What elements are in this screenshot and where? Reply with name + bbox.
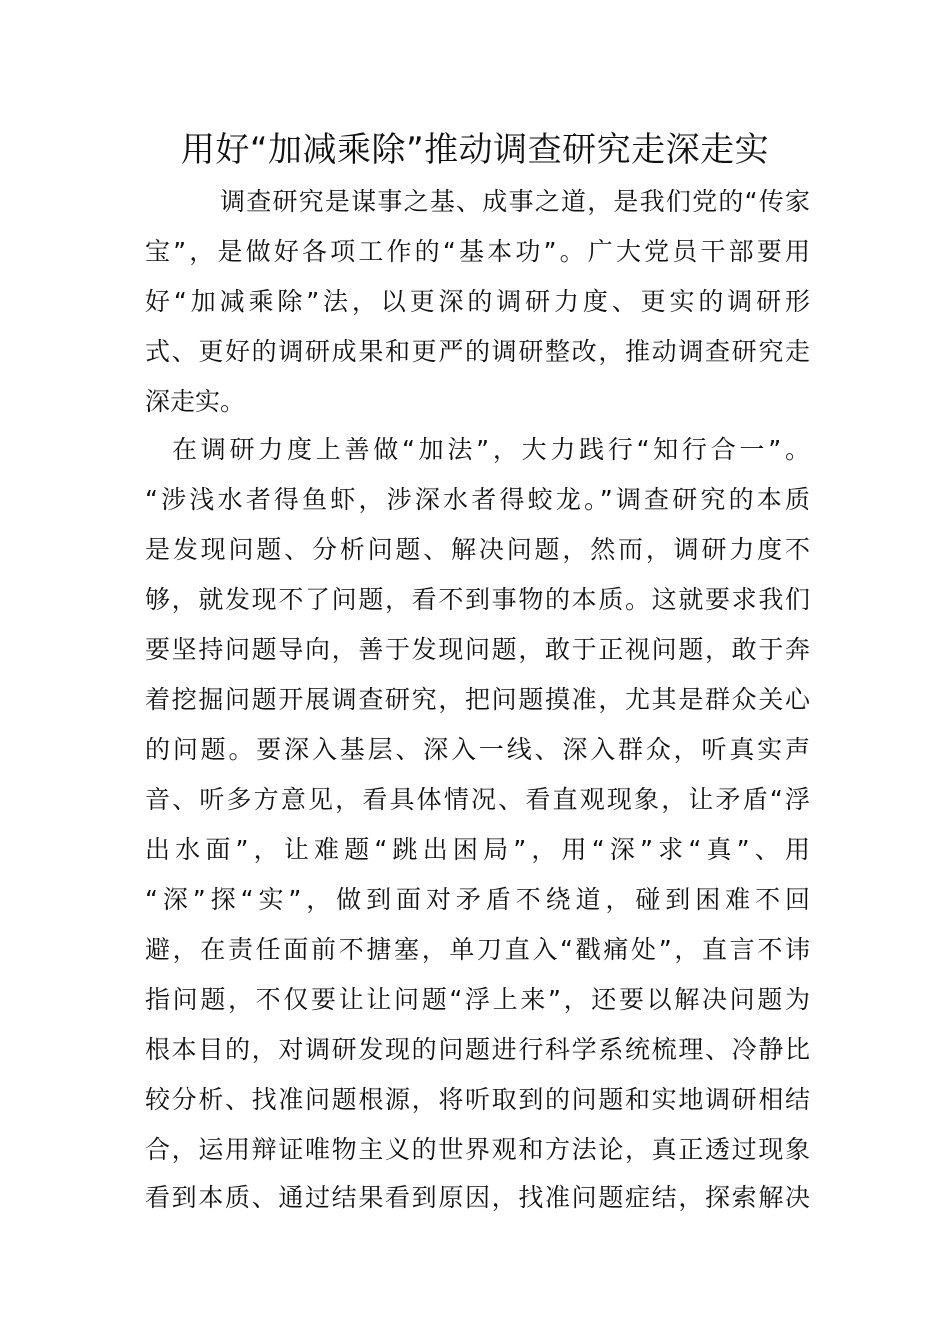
paragraph-line: 音、听多方意见，看具体情况、看直观现象，让矛盾“浮	[145, 785, 810, 814]
paragraph-line: 要坚持问题导向，善于发现问题，敢于正视问题，敢于奔	[145, 635, 810, 664]
paragraph-line: 的问题。要深入基层、深入一线、深入群众，听真实声	[145, 735, 810, 764]
paragraph-line: 合，运用辩证唯物主义的世界观和方法论，真正透过现象	[145, 1135, 810, 1164]
paragraph-line: 深走实。	[145, 387, 246, 416]
paragraph-line: 较分析、找准问题根源，将听取到的问题和实地调研相结	[145, 1085, 810, 1114]
paragraph-line: 看到本质、通过结果看到原因，找准问题症结，探索解决	[145, 1183, 810, 1212]
paragraph-line: “涉浅水者得鱼虾，涉深水者得蛟龙。”调查研究的本质	[145, 485, 810, 514]
paragraph-line: 避，在责任面前不搪塞，单刀直入“戳痛处”，直言不讳	[145, 935, 810, 964]
paragraph-line: 宝”，是做好各项工作的“基本功”。广大党员干部要用	[145, 237, 810, 266]
paragraph-line: 在调研力度上善做“加法”，大力践行“知行合一”。	[172, 435, 810, 464]
paragraph-line: 式、更好的调研成果和更严的调研整改，推动调查研究走	[145, 337, 810, 366]
paragraph-line: “深”探“实”，做到面对矛盾不绕道，碰到困难不回	[145, 885, 810, 914]
paragraph-line: 好“加减乘除”法，以更深的调研力度、更实的调研形	[145, 287, 810, 316]
paragraph-line: 够，就发现不了问题，看不到事物的本质。这就要求我们	[145, 585, 810, 614]
paragraph-line: 出水面”，让难题“跳出困局”，用“深”求“真”、用	[145, 835, 810, 864]
paragraph-line: 着挖掘问题开展调查研究，把问题摸准，尤其是群众关心	[145, 685, 810, 714]
paragraph-line: 根本目的，对调研发现的问题进行科学系统梳理、冷静比	[145, 1035, 810, 1064]
document-title: 用好“加减乘除”推动调查研究走深走实	[180, 130, 770, 170]
paragraph-line: 指问题，不仅要让让问题“浮上来”，还要以解决问题为	[145, 985, 810, 1014]
paragraph-line: 是发现问题、分析问题、解决问题，然而，调研力度不	[145, 535, 810, 564]
paragraph-line: 调查研究是谋事之基、成事之道，是我们党的“传家	[220, 187, 810, 216]
